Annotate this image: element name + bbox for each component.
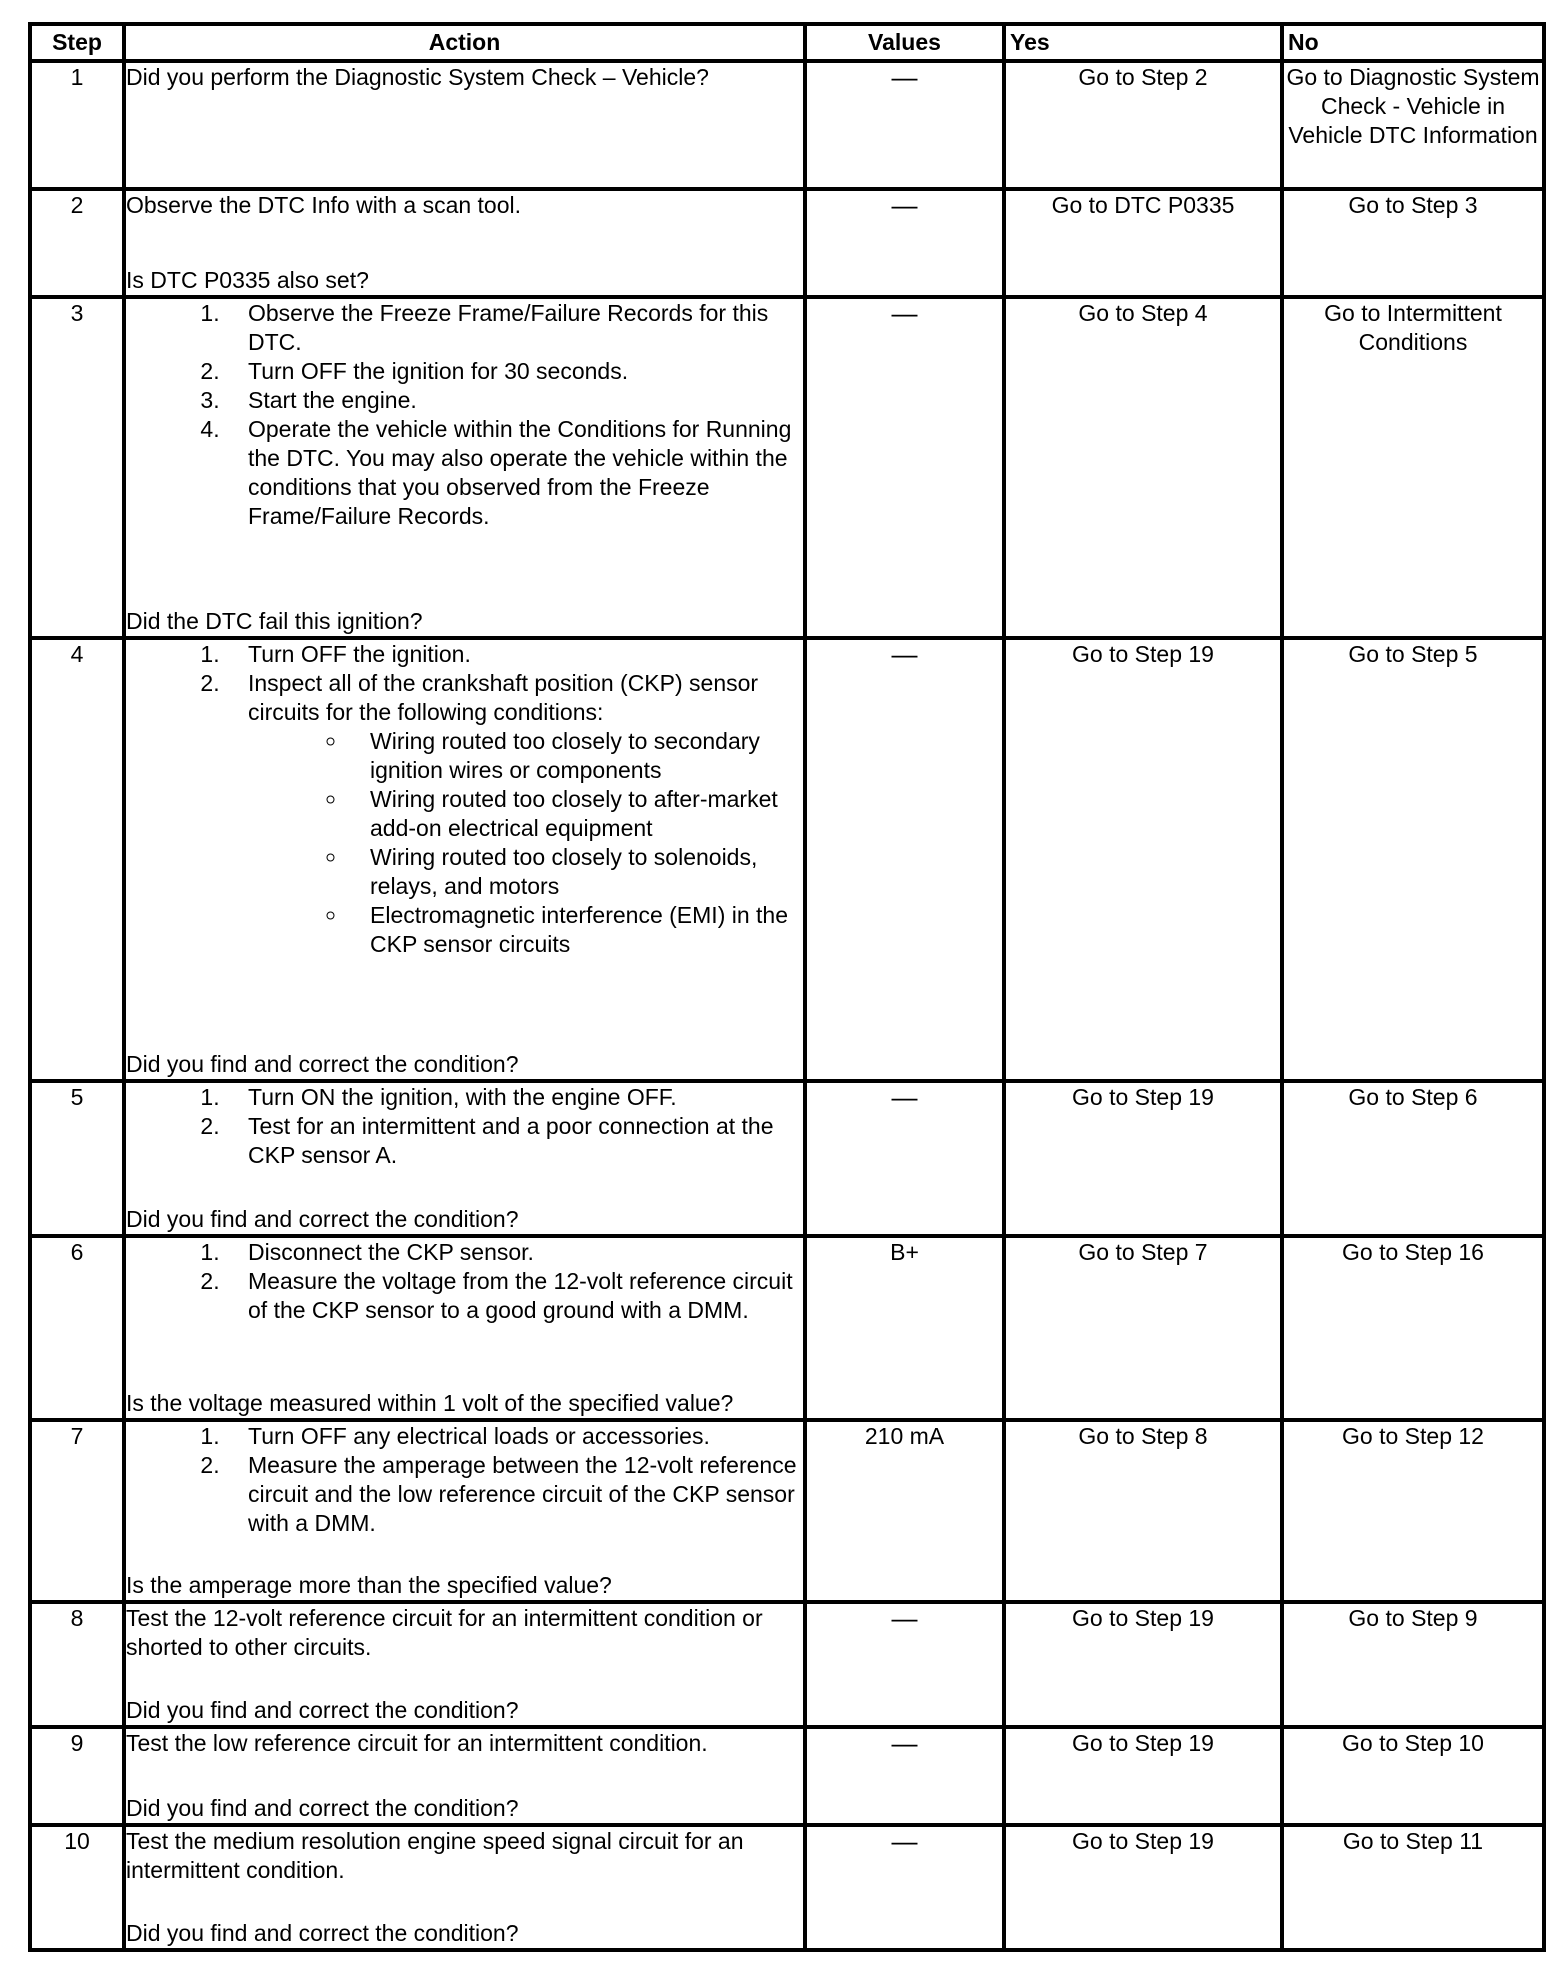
no-result: Go to Step 10 — [1282, 1727, 1544, 1825]
no-result: Go to Step 12 — [1282, 1420, 1544, 1602]
action-cell — [124, 1825, 805, 1950]
no-result: Go to Step 6 — [1282, 1081, 1544, 1236]
step-number: 10 — [30, 1825, 124, 1950]
action-content — [126, 63, 803, 187]
action-cell — [124, 638, 805, 1081]
action-cell — [124, 1236, 805, 1420]
action-content — [126, 1083, 803, 1234]
action-intro: Test the medium resolution engine speed signal circuit for an intermittent condition. — [126, 1828, 744, 1884]
yes-result: Go to Step 19 — [1004, 1602, 1282, 1726]
action-step — [226, 386, 803, 415]
action-steps — [126, 299, 803, 531]
action-content — [126, 1604, 803, 1724]
action-intro: Test the low reference circuit for an intermittent condition. — [126, 1729, 708, 1756]
action-steps — [126, 1422, 803, 1538]
value-cell: — — [805, 61, 1004, 189]
table-row — [30, 1081, 1544, 1236]
yes-result: Go to Step 19 — [1004, 1825, 1282, 1950]
action-step-text: Inspect all of the crankshaft position (CKP) sensor circuits for the following conditions: — [248, 670, 759, 726]
value-cell: — — [805, 1825, 1004, 1950]
action-question: Is the voltage measured within 1 volt of the specified value? — [126, 1389, 734, 1416]
action-intro: Did you perform the Diagnostic System Check – Vehicle? — [126, 64, 709, 90]
action-header: Action — [124, 24, 805, 61]
action-step — [226, 1451, 803, 1538]
yes-result: Go to DTC P0335 — [1004, 189, 1282, 296]
condition-item: ◦ Electromagnetic interference (EMI) in the CKP sensor circuits — [348, 901, 803, 959]
action-question: Did the DTC fail this ignition? — [126, 608, 423, 635]
step-number: 7 — [30, 1420, 124, 1602]
table-row — [30, 1236, 1544, 1420]
action-cell — [124, 1420, 805, 1602]
no-result: Go to Step 16 — [1282, 1236, 1544, 1420]
action-content — [126, 1729, 803, 1823]
table-row — [30, 1727, 1544, 1825]
value-cell: — — [805, 638, 1004, 1081]
table-row — [30, 189, 1544, 296]
table-row — [30, 1825, 1544, 1950]
condition-item: ◦ Wiring routed too closely to secondary ignition wires or components — [348, 727, 803, 785]
step-number: 3 — [30, 297, 124, 638]
action-step-text: Test for an intermittent and a poor connection at the CKP sensor A. — [248, 1112, 774, 1168]
action-question: Did you find and correct the condition? — [126, 1795, 519, 1822]
diagnostic-table — [28, 22, 1546, 1952]
condition-item: ◦ Wiring routed too closely to after-market add-on electrical equipment — [348, 785, 803, 843]
action-steps — [126, 640, 803, 959]
table-body — [30, 61, 1544, 1950]
action-step — [226, 415, 803, 531]
action-question: Is the amperage more than the specified value? — [126, 1572, 612, 1599]
action-cell — [124, 1081, 805, 1236]
step-number: 5 — [30, 1081, 124, 1236]
condition-list — [248, 727, 803, 959]
table-row — [30, 61, 1544, 189]
value-cell: — — [805, 1602, 1004, 1726]
step-number: 8 — [30, 1602, 124, 1726]
no-result: Go to Step 11 — [1282, 1825, 1544, 1950]
action-cell — [124, 61, 805, 189]
action-question: Is DTC P0335 also set? — [126, 266, 369, 293]
no-header: No — [1282, 24, 1544, 61]
action-step — [226, 1083, 803, 1112]
value-cell: — — [805, 297, 1004, 638]
action-content — [126, 640, 803, 1079]
table-row — [30, 638, 1544, 1081]
action-step — [226, 1238, 803, 1267]
action-content — [126, 1422, 803, 1600]
action-step-text: Disconnect the CKP sensor. — [248, 1239, 534, 1266]
header-row — [30, 24, 1544, 61]
action-cell — [124, 1727, 805, 1825]
yes-header: Yes — [1004, 24, 1282, 61]
action-cell — [124, 297, 805, 638]
step-number: 2 — [30, 189, 124, 296]
action-step-text: Measure the amperage between the 12-volt reference circuit and the low reference circuit of the CKP sensor with a DMM. — [248, 1451, 797, 1536]
action-content — [126, 191, 803, 294]
step-number: 6 — [30, 1236, 124, 1420]
action-steps — [126, 1238, 803, 1325]
yes-result: Go to Step 19 — [1004, 638, 1282, 1081]
action-step — [226, 1422, 803, 1451]
action-content — [126, 1238, 803, 1418]
action-step — [226, 640, 803, 669]
value-cell: — — [805, 189, 1004, 296]
step-header: Step — [30, 24, 124, 61]
action-content — [126, 299, 803, 636]
action-step — [226, 669, 803, 959]
action-step-text: Measure the voltage from the 12-volt reference circuit of the CKP sensor to a good ground with a DMM. — [248, 1268, 793, 1324]
value-cell: 210 mA — [805, 1420, 1004, 1602]
action-question: Did you find and correct the condition? — [126, 1696, 519, 1723]
action-content — [126, 1827, 803, 1948]
yes-result: Go to Step 7 — [1004, 1236, 1282, 1420]
yes-result: Go to Step 19 — [1004, 1081, 1282, 1236]
action-cell — [124, 1602, 805, 1726]
action-intro: Observe the DTC Info with a scan tool. — [126, 192, 522, 219]
action-step-text: Turn ON the ignition, with the engine OFF. — [248, 1083, 677, 1110]
no-result: Go to Step 3 — [1282, 189, 1544, 296]
yes-result: Go to Step 4 — [1004, 297, 1282, 638]
condition-item: ◦ Wiring routed too closely to solenoids, relays, and motors — [348, 843, 803, 901]
value-cell: — — [805, 1727, 1004, 1825]
action-step — [226, 299, 803, 357]
table-row — [30, 1420, 1544, 1602]
action-question: Did you find and correct the condition? — [126, 1050, 519, 1077]
yes-result: Go to Step 8 — [1004, 1420, 1282, 1602]
action-step-text: Operate the vehicle within the Conditions for Running the DTC. You may also operate the vehicle within the conditions that you observed from the Freeze Frame/Failure Records. — [248, 415, 792, 529]
action-step-text: Start the engine. — [248, 386, 417, 413]
value-cell: B+ — [805, 1236, 1004, 1420]
action-step-text: Turn OFF the ignition for 30 seconds. — [248, 357, 629, 384]
action-question: Did you find and correct the condition? — [126, 1920, 519, 1946]
action-question: Did you find and correct the condition? — [126, 1206, 519, 1233]
action-intro: Test the 12-volt reference circuit for an intermittent condition or shorted to other circuits. — [126, 1605, 763, 1661]
values-header: Values — [805, 24, 1004, 61]
yes-result: Go to Step 19 — [1004, 1727, 1282, 1825]
action-step — [226, 1267, 803, 1325]
action-step — [226, 357, 803, 386]
no-result: Go to Step 5 — [1282, 638, 1544, 1081]
action-step-text: Turn OFF any electrical loads or accessories. — [248, 1422, 710, 1449]
action-cell — [124, 189, 805, 296]
step-number: 9 — [30, 1727, 124, 1825]
step-number: 1 — [30, 61, 124, 189]
action-steps — [126, 1083, 803, 1170]
no-result: Go to Step 9 — [1282, 1602, 1544, 1726]
action-step-text: Observe the Freeze Frame/Failure Records for this DTC. — [248, 299, 769, 355]
table-row — [30, 1602, 1544, 1726]
yes-result: Go to Step 2 — [1004, 61, 1282, 189]
action-step-text: Turn OFF the ignition. — [248, 641, 471, 668]
no-result: Go to Intermittent Conditions — [1282, 297, 1544, 638]
value-cell: — — [805, 1081, 1004, 1236]
action-step — [226, 1112, 803, 1170]
table-row — [30, 297, 1544, 638]
step-number: 4 — [30, 638, 124, 1081]
no-result: Go to Diagnostic System Check - Vehicle in Vehicle DTC Information — [1282, 61, 1544, 189]
